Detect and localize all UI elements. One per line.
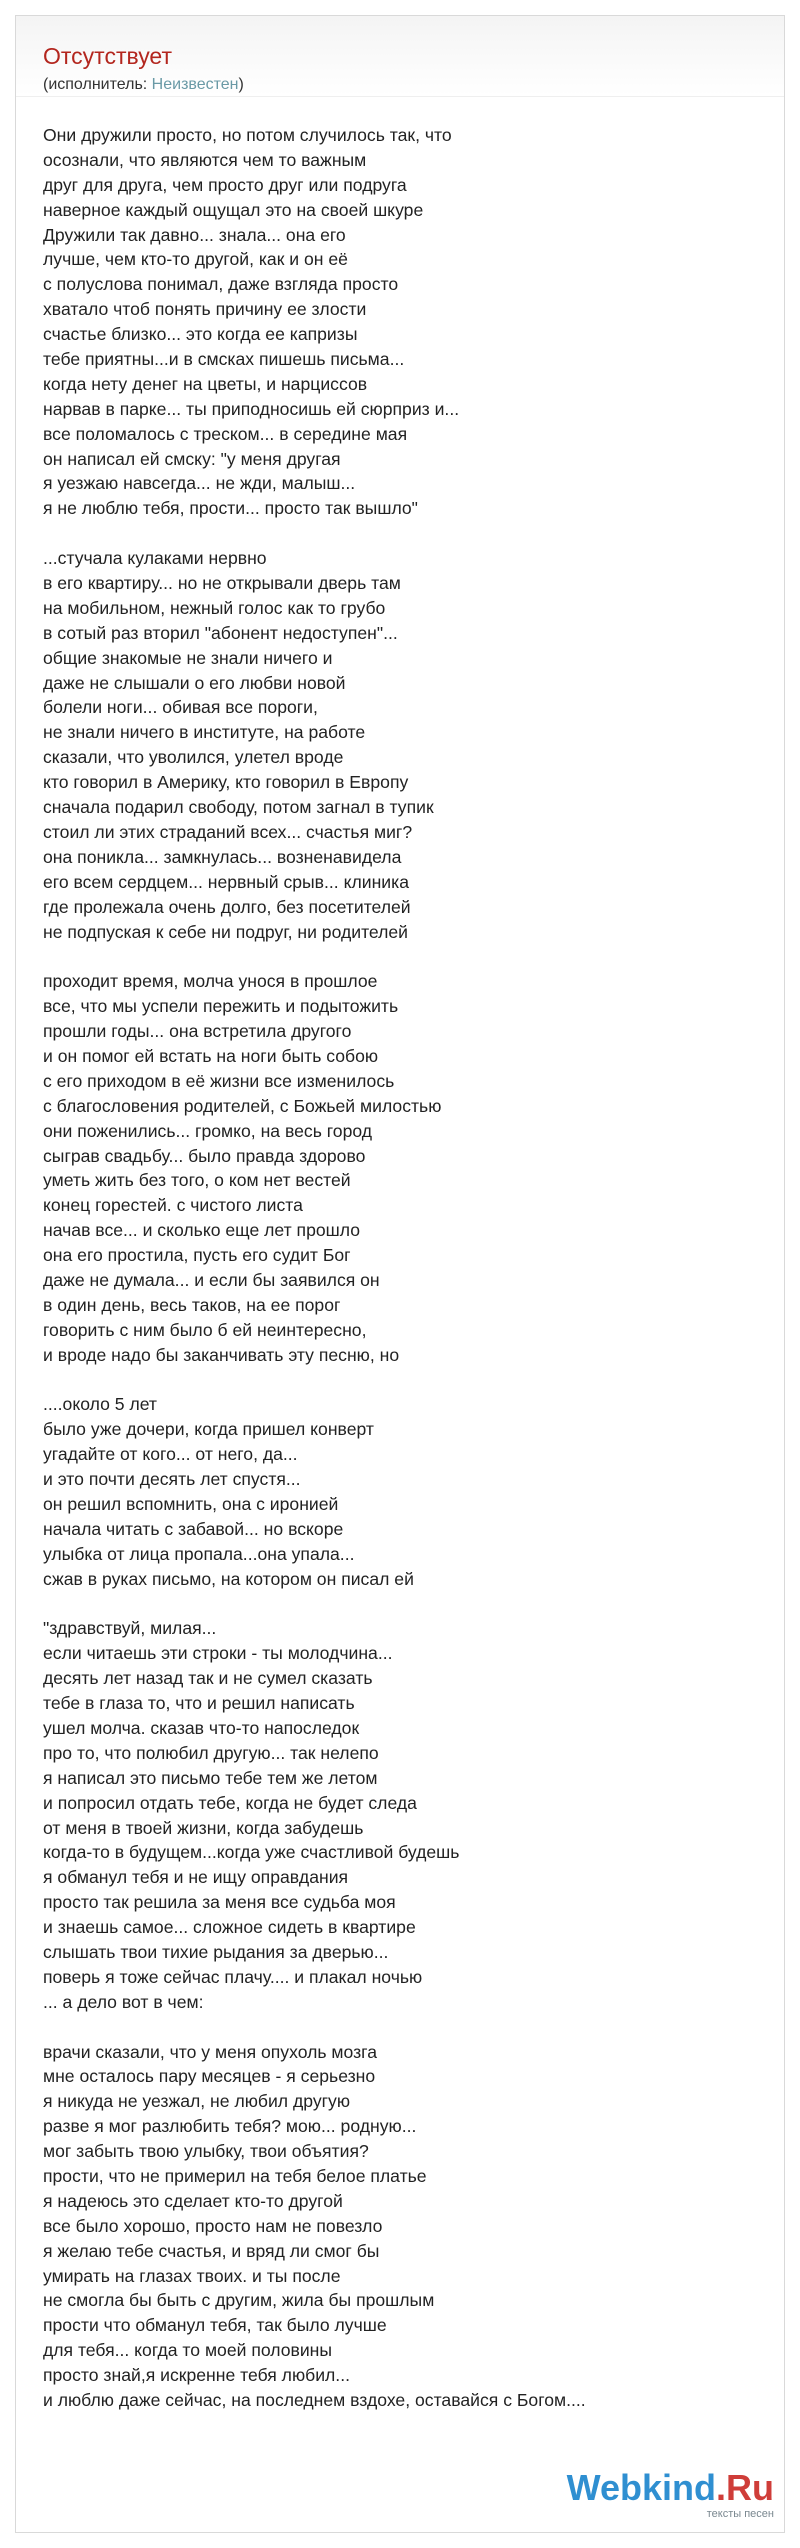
- lyrics-line: я никуда не уезжал, не любил другую: [43, 2091, 351, 2112]
- lyrics-line: не подпуская к себе ни подруг, ни родителей: [43, 921, 409, 942]
- lyrics-stanza: [43, 123, 743, 521]
- lyrics-line: общие знакомые не знали ничего и: [43, 647, 333, 668]
- lyrics-line: и он помог ей встать на ноги быть собою: [43, 1045, 379, 1066]
- lyrics-line: он решил вспомнить, она с иронией: [43, 1493, 339, 1514]
- lyrics-line: мне осталось пару месяцев - я серьезно: [43, 2066, 376, 2087]
- artist-suffix: ): [238, 76, 244, 93]
- lyrics-line: он написал ей смску: "у меня другая: [43, 448, 341, 469]
- lyrics-line: просто знай,я искренне тебя любил...: [43, 2365, 350, 2386]
- logo-brand: Webkind: [566, 2467, 716, 2508]
- logo-domain: .Ru: [716, 2467, 774, 2508]
- lyrics-line: для тебя... когда то моей половины: [43, 2340, 333, 2361]
- lyrics-line: поверь я тоже сейчас плачу.... и плакал ночью: [43, 1966, 423, 1987]
- lyrics-line: где пролежала очень долго, без посетителей: [43, 896, 411, 917]
- lyrics-line: когда-то в будущем...когда уже счастливой будешь: [43, 1842, 460, 1863]
- lyrics-line: я уезжаю навсегда... не жди, малыш...: [43, 473, 356, 494]
- lyrics-line: в его квартиру... но не открывали дверь там: [43, 573, 401, 594]
- lyrics-line: стоил ли этих страданий всех... счастья миг?: [43, 821, 413, 842]
- lyrics-line: в сотый раз вторил "абонент недоступен"...: [43, 622, 398, 643]
- lyrics-line: кто говорил в Америку, кто говорил в Европу: [43, 772, 409, 793]
- lyrics-line: друг для друга, чем просто друг или подруга: [43, 174, 407, 195]
- lyrics-line: сжав в руках письмо, на котором он писал ей: [43, 1568, 414, 1589]
- lyrics-line: с благословения родителей, с Божьей милостью: [43, 1095, 442, 1116]
- lyrics-page-frame: [15, 15, 785, 2533]
- lyrics-stanza: [43, 969, 743, 1367]
- lyrics-line: она поникла... замкнулась... возненавидела: [43, 846, 402, 867]
- lyrics-line: и вроде надо бы заканчивать эту песню, но: [43, 1344, 400, 1365]
- lyrics-line: от меня в твоей жизни, когда забудешь: [43, 1817, 364, 1838]
- lyrics-line: начала читать с забавой... но вскоре: [43, 1518, 344, 1539]
- lyrics-stanza: [43, 1392, 743, 1591]
- lyrics-line: прошли годы... она встретила другого: [43, 1021, 352, 1042]
- lyrics-line: она его простила, пусть его судит Бог: [43, 1245, 351, 1266]
- lyrics-line: тебе в глаза то, что и решил написать: [43, 1693, 355, 1714]
- lyrics-line: мог забыть твою улыбку, твои объятия?: [43, 2141, 369, 2162]
- lyrics-line: и попросил отдать тебе, когда не будет следа: [43, 1792, 417, 1813]
- lyrics-line: если читаешь эти строки - ты молодчина...: [43, 1643, 393, 1664]
- lyrics-line: врачи сказали, что у меня опухоль мозга: [43, 2041, 377, 2062]
- lyrics-line: не смогла бы быть с другим, жила бы прошлым: [43, 2290, 435, 2311]
- lyrics-line: начав все... и сколько еще лет прошло: [43, 1220, 360, 1241]
- site-logo[interactable]: [562, 2468, 774, 2522]
- lyrics-line: говорить с ним было б ей неинтересно,: [43, 1319, 367, 1340]
- lyrics-line: я обманул тебя и не ищу оправдания: [43, 1867, 349, 1888]
- lyrics-line: десять лет назад так и не сумел сказать: [43, 1668, 373, 1689]
- artist-subtitle: [43, 75, 244, 95]
- lyrics-line: все было хорошо, просто нам не повезло: [43, 2215, 383, 2236]
- lyrics-line: ...стучала кулаками нервно: [43, 548, 267, 569]
- lyrics-line: прости, что не примерил на тебя белое платье: [43, 2166, 427, 2187]
- lyrics-line: хватало чтоб понять причину ее злости: [43, 299, 367, 320]
- lyrics-line: его всем сердцем... нервный срыв... клиника: [43, 871, 409, 892]
- lyrics-line: осознали, что являются чем то важным: [43, 149, 367, 170]
- lyrics-line: проходит время, молча унося в прошлое: [43, 971, 378, 992]
- lyrics-line: даже не слышали о его любви новой: [43, 672, 346, 693]
- lyrics-line: тебе приятны...и в смсках пишешь письма...: [43, 349, 405, 370]
- lyrics-line: даже не думала... и если бы заявился он: [43, 1269, 380, 1290]
- lyrics-line: когда нету денег на цветы, и нарциссов: [43, 373, 368, 394]
- lyrics-line: все, что мы успели пережить и подытожить: [43, 996, 399, 1017]
- lyrics-line: счастье близко... это когда ее капризы: [43, 324, 358, 345]
- lyrics-line: и люблю даже сейчас, на последнем вздохе, оставайся с Богом....: [43, 2390, 586, 2411]
- lyrics-line: Они дружили просто, но потом случилось так, что: [43, 125, 452, 145]
- lyrics-line: и знаешь самое... сложное сидеть в квартире: [43, 1917, 416, 1938]
- lyrics-line: сыграв свадьбу... было правда здорово: [43, 1145, 366, 1166]
- lyrics-stanza: [43, 2040, 743, 2413]
- lyrics-line: наверное каждый ощущал это на своей шкуре: [43, 199, 424, 220]
- lyrics-line: болели ноги... обивая все пороги,: [43, 697, 318, 718]
- lyrics-line: конец горестей. с чистого листа: [43, 1195, 303, 1216]
- lyrics-line: Дружили так давно... знала... она его: [43, 224, 346, 245]
- lyrics-line: с его приходом в её жизни все изменилось: [43, 1070, 395, 1091]
- artist-label: (исполнитель:: [43, 76, 152, 93]
- lyrics-body: [43, 123, 743, 2438]
- lyrics-line: ушел молча. сказав что-то напоследок: [43, 1718, 360, 1738]
- page-title: Отсутствует: [43, 43, 172, 69]
- lyrics-line: я написал это письмо тебе тем же летом: [43, 1767, 378, 1788]
- lyrics-line: прости что обманул тебя, так было лучше: [43, 2315, 387, 2336]
- lyrics-line: разве я мог разлюбить тебя? мою... родную...: [43, 2116, 417, 2137]
- lyrics-stanza: [43, 1616, 743, 2014]
- lyrics-line: я желаю тебе счастья, и вряд ли смог бы: [43, 2240, 380, 2261]
- lyrics-line: я надеюсь это сделает кто-то другой: [43, 2190, 343, 2211]
- logo-tagline: тексты песен: [706, 2508, 774, 2520]
- lyrics-line: угадайте от кого... от него, да...: [43, 1444, 298, 1465]
- lyrics-line: ....около 5 лет: [43, 1394, 157, 1415]
- logo-wordmark: [567, 2468, 774, 2508]
- lyrics-line: они поженились... громко, на весь город: [43, 1120, 373, 1141]
- lyrics-line: на мобильном, нежный голос как то грубо: [43, 597, 386, 618]
- lyrics-line: я не люблю тебя, прости... просто так вышло": [43, 498, 418, 519]
- lyrics-line: все поломалось с треском... в середине мая: [43, 423, 408, 444]
- lyrics-line: и это почти десять лет спустя...: [43, 1469, 301, 1490]
- lyrics-line: сказали, что уволился, улетел вроде: [43, 747, 344, 768]
- lyrics-line: в один день, весь таков, на ее порог: [43, 1294, 341, 1315]
- lyrics-line: про то, что полюбил другую... так нелепо: [43, 1742, 379, 1763]
- lyrics-line: не знали ничего в институте, на работе: [43, 722, 366, 743]
- lyrics-line: "здравствуй, милая...: [43, 1618, 217, 1639]
- lyrics-line: лучше, чем кто-то другой, как и он её: [43, 249, 348, 270]
- lyrics-line: нарвав в парке... ты приподносишь ей сюрприз и...: [43, 398, 460, 419]
- lyrics-line: просто так решила за меня все судьба моя: [43, 1892, 396, 1913]
- lyrics-stanza: [43, 546, 743, 944]
- lyrics-line: с полуслова понимал, даже взгляда просто: [43, 274, 399, 295]
- lyrics-line: улыбка от лица пропала...она упала...: [43, 1543, 355, 1564]
- lyrics-line: умирать на глазах твоих. и ты после: [43, 2265, 341, 2286]
- song-header: [16, 16, 784, 97]
- lyrics-line: было уже дочери, когда пришел конверт: [43, 1419, 374, 1440]
- lyrics-line: уметь жить без того, о ком нет вестей: [43, 1170, 351, 1191]
- artist-link[interactable]: Неизвестен: [151, 76, 239, 93]
- lyrics-line: ... а дело вот в чем:: [43, 1991, 204, 2012]
- lyrics-line: слышать твои тихие рыдания за дверью...: [43, 1942, 389, 1963]
- lyrics-line: сначала подарил свободу, потом загнал в тупик: [43, 797, 434, 818]
